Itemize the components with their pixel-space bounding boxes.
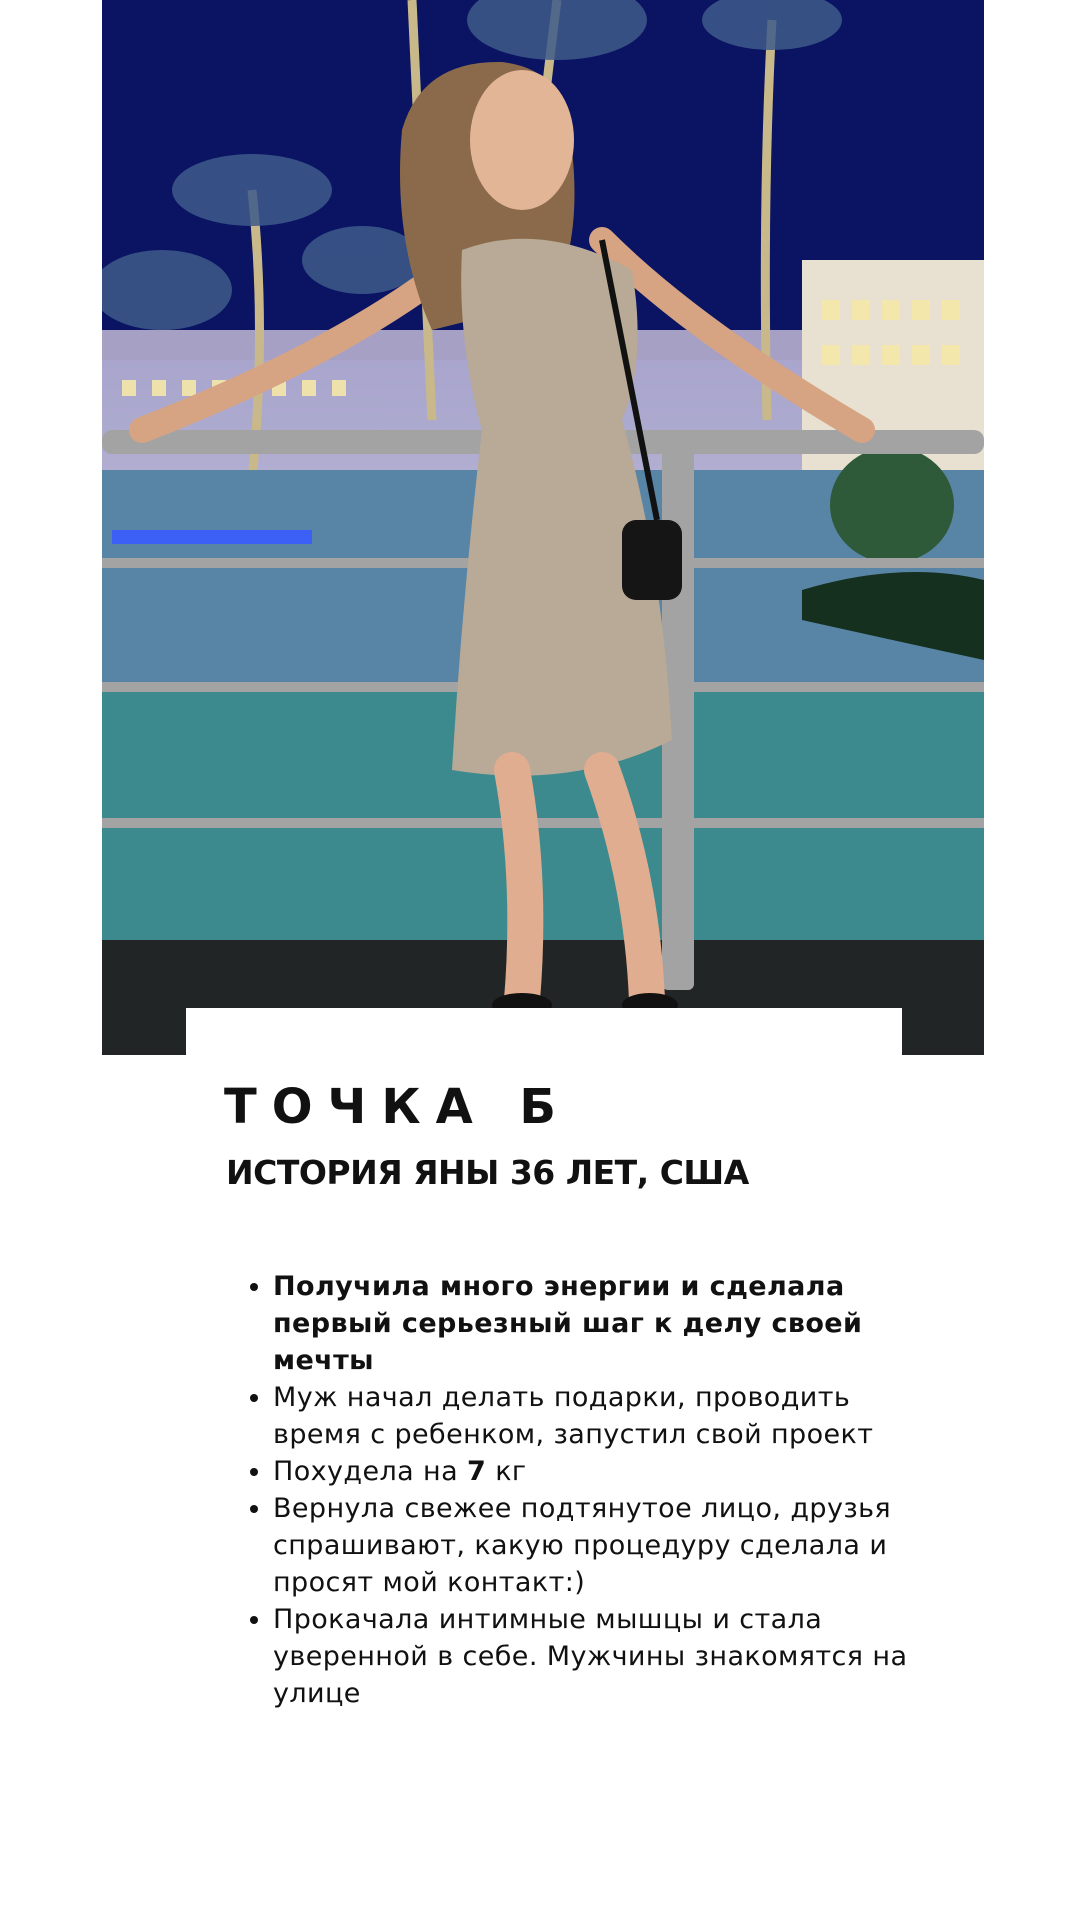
white-caption-plate [186,1008,902,1078]
results-list [244,1268,913,1712]
bush [830,447,954,563]
page-title: ТОЧКА Б [224,1079,572,1135]
list-item-unit: кг [486,1456,527,1487]
list-item-number: 7 [467,1456,487,1487]
photo-illustration [102,0,984,1055]
bag [622,520,682,600]
list-item: • Вернула свежее подтянутое лицо, друзья спрашивают, какую процедуру сделала и просят мой контакт:) [273,1490,913,1601]
page-subtitle: ИСТОРИЯ ЯНЫ 36 ЛЕТ, США [226,1153,749,1192]
list-item: • Муж начал делать подарки, проводить время с ребенком, запустил свой проект [273,1379,913,1453]
list-item [273,1453,913,1490]
list-item: • Прокачала интимные мышцы и стала уверенной в себе. Мужчины знакомятся на улице [273,1601,913,1712]
woman-at-resort-photo [102,0,984,1055]
list-item-text: Похудела на [273,1456,468,1487]
list-item: • Получила много энергии и сделала первый серьезный шаг к делу своей мечты [273,1268,913,1379]
